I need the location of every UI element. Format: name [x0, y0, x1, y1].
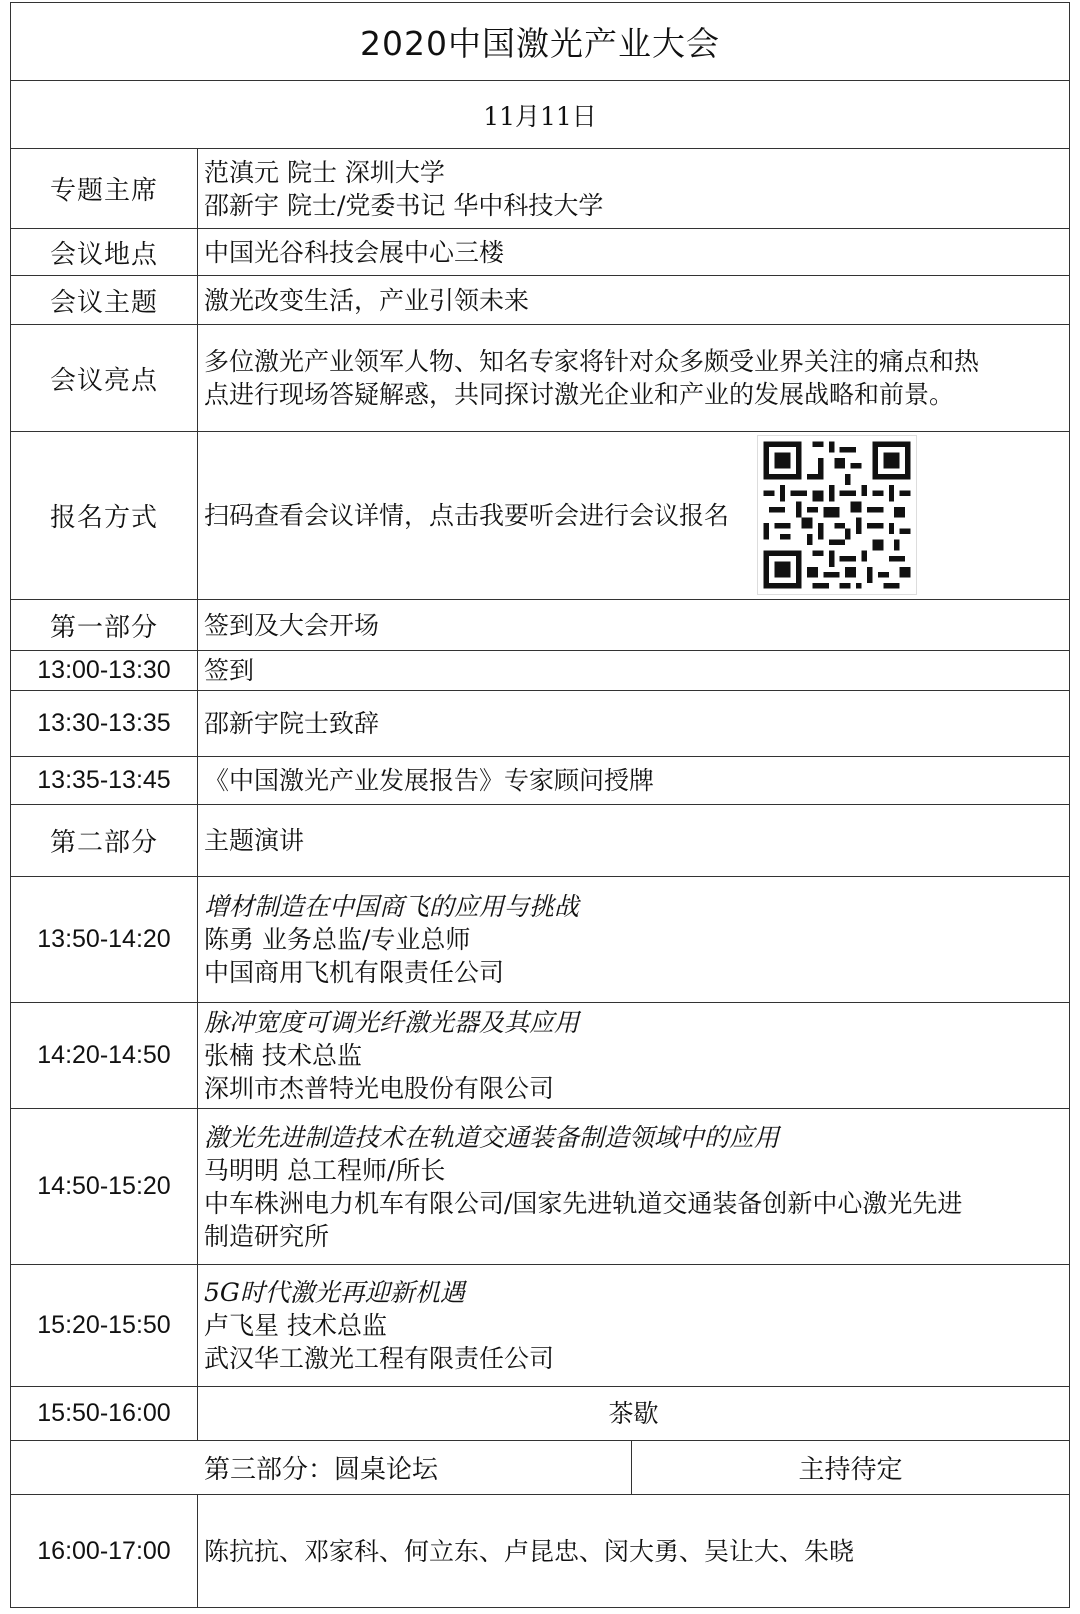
- schedule-text: 《中国激光产业发展报告》专家顾问授牌: [197, 757, 1069, 804]
- chair-row: [10, 148, 1070, 228]
- talk-details: [197, 1109, 1069, 1264]
- part2-title: 主题演讲: [197, 805, 1069, 876]
- schedule-text: 邵新宇院士致辞: [197, 691, 1069, 756]
- talk-topic: 激光先进制造技术在轨道交通装备制造领域中的应用: [204, 1122, 780, 1152]
- schedule-text: 签到: [197, 651, 1069, 690]
- talk-topic: 脉冲宽度可调光纤激光器及其应用: [204, 1008, 580, 1037]
- schedule-row: [10, 690, 1070, 756]
- schedule-row: [10, 756, 1070, 804]
- break-text: 茶歇: [197, 1387, 1069, 1440]
- talk-time: 15:20-15:50: [37, 1311, 171, 1339]
- conference-agenda: [10, 0, 1070, 1610]
- talk-row: [10, 1108, 1070, 1264]
- register-value: [197, 432, 1069, 599]
- talk-org: 中车株洲电力机车有限公司/国家先进轨道交通装备创新中心激光先进: [204, 1188, 963, 1218]
- qr-code-icon[interactable]: [757, 435, 917, 595]
- part3-title: 第三部分：圆桌论坛: [203, 1455, 438, 1485]
- part1-header-row: [10, 599, 1070, 650]
- register-text: 扫码查看会议详情，点击我要听会进行会议报名: [204, 501, 730, 530]
- talk-speaker: 卢飞星 技术总监: [204, 1311, 387, 1340]
- break-row: [10, 1386, 1070, 1440]
- chair-line-1: 范滇元 院士 深圳大学: [204, 157, 445, 187]
- panel-row: [10, 1494, 1070, 1608]
- talk-org: 制造研究所: [204, 1221, 330, 1251]
- talk-time: 14:20-14:50: [37, 1041, 171, 1069]
- schedule-time: 13:35-13:45: [37, 766, 171, 794]
- chair-line-2: 邵新宇 院士/党委书记 华中科技大学: [204, 190, 604, 220]
- theme-value: 激光改变生活，产业引领未来: [197, 276, 1069, 324]
- highlight-row: [10, 324, 1070, 431]
- highlight-value: [197, 325, 1069, 431]
- talk-details: [197, 877, 1069, 1002]
- talk-speaker: 陈勇 业务总监/专业总师: [204, 925, 471, 954]
- part2-header-row: [10, 804, 1070, 876]
- venue-row: [10, 228, 1070, 275]
- part2-label: 第二部分: [49, 828, 158, 858]
- theme-row: [10, 275, 1070, 324]
- venue-label: 会议地点: [49, 239, 158, 270]
- talk-speaker: 张楠 技术总监: [204, 1041, 362, 1070]
- register-label: 报名方式: [49, 503, 158, 533]
- chair-value: [197, 149, 1069, 228]
- register-row: [10, 431, 1070, 599]
- date-row: [10, 80, 1070, 148]
- schedule-row: [10, 650, 1070, 690]
- talk-time: 13:50-14:20: [37, 925, 171, 953]
- part1-label: 第一部分: [49, 612, 158, 643]
- talk-time: 14:50-15:20: [37, 1172, 171, 1200]
- theme-label: 会议主题: [49, 287, 158, 318]
- part3-host: 主持待定: [631, 1441, 1069, 1494]
- talk-topic: 5G时代激光再迎新机遇: [204, 1278, 465, 1307]
- talk-row: [10, 876, 1070, 1002]
- title-row: [10, 2, 1070, 80]
- talk-speaker: 马明明 总工程师/所长: [204, 1155, 446, 1185]
- highlight-line-1: 多位激光产业领军人物、知名专家将针对众多颇受业界关注的痛点和热: [204, 347, 980, 376]
- talk-org: 武汉华工激光工程有限责任公司: [204, 1344, 555, 1373]
- break-time: 15:50-16:00: [37, 1399, 171, 1427]
- schedule-time: 13:00-13:30: [37, 656, 171, 684]
- chair-label: 专题主席: [49, 176, 158, 206]
- talk-topic: 增材制造在中国商飞的应用与挑战: [204, 892, 580, 921]
- talk-org: 中国商用飞机有限责任公司: [204, 958, 505, 987]
- date-text: 11月11日: [483, 101, 597, 131]
- panel-members: 陈抗抗、邓家科、何立东、卢昆忠、闵大勇、吴让大、朱晓: [197, 1495, 1069, 1607]
- venue-value: 中国光谷科技会展中心三楼: [197, 229, 1069, 275]
- talk-row: [10, 1264, 1070, 1386]
- talk-details: [197, 1265, 1069, 1386]
- talk-details: [197, 1003, 1069, 1108]
- highlight-label: 会议亮点: [49, 365, 158, 396]
- highlight-line-2: 点进行现场答疑解惑，共同探讨激光企业和产业的发展战略和前景。: [204, 380, 955, 409]
- page-title: 2020中国激光产业大会: [360, 24, 720, 63]
- panel-time: 16:00-17:00: [37, 1536, 171, 1565]
- schedule-time: 13:30-13:35: [37, 709, 171, 737]
- talk-org: 深圳市杰普特光电股份有限公司: [204, 1074, 555, 1103]
- talk-row: [10, 1002, 1070, 1108]
- part1-title: 签到及大会开场: [197, 600, 1069, 650]
- part3-header-row: [10, 1440, 1070, 1494]
